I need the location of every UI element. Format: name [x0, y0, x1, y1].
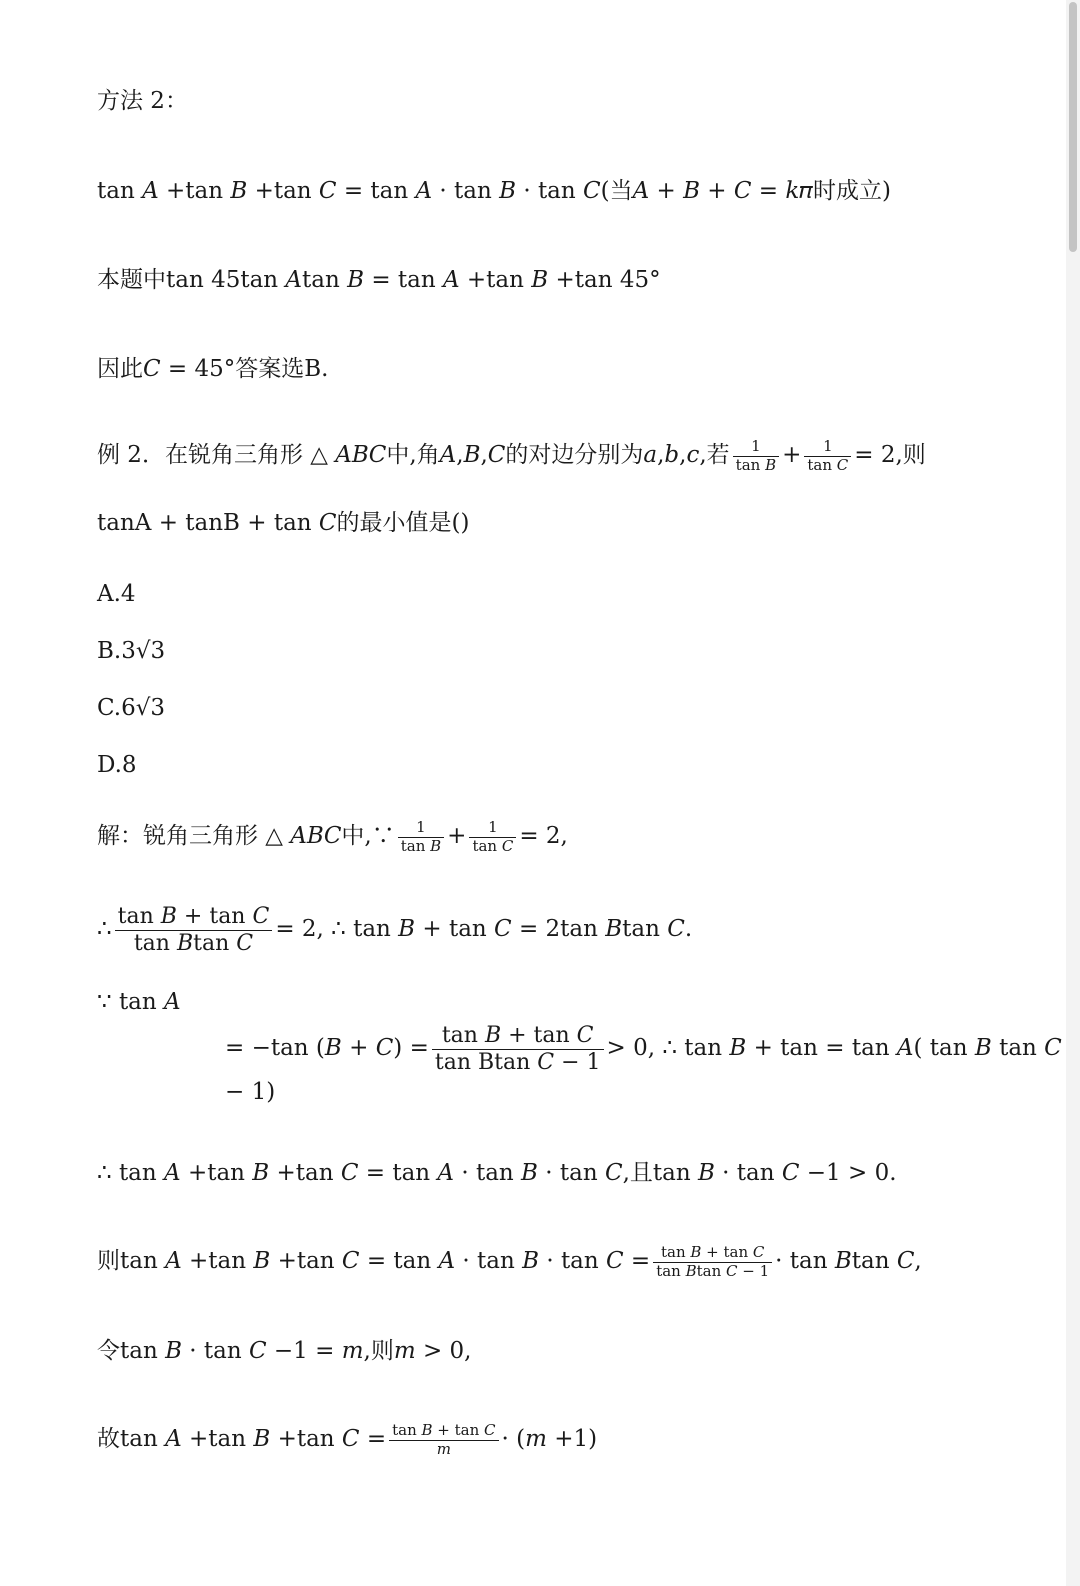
fraction-sum-over-product-minus-1: $\frac{\text{tan 𝐵 + tan 𝐶}}{\text{tan 𝐵tan 𝐶 − 1}}$: [653, 1244, 772, 1280]
vertical-scrollbar[interactable]: [1066, 0, 1080, 1586]
identity-application: 本题中tan 45tan 𝐴tan 𝐵 = tan 𝐴 +tan 𝐵 +tan 45°: [97, 267, 661, 293]
solution-step-3-tail: − 1): [225, 1079, 276, 1105]
solution-step-1: 解：锐角三角形 △ 𝐴𝐵𝐶中,∵ $\frac{1}{\text{tan 𝐵}}$ + $\frac{1}{\text{tan 𝐶}}$ = 2,: [97, 818, 568, 855]
option-c: C.6√3: [97, 695, 166, 721]
example-2-question: tanA + tanB + tan 𝐶的最小值是(): [97, 510, 470, 536]
option-a: A.4: [97, 581, 136, 607]
method-2-heading: 方法 2：: [97, 88, 188, 114]
fraction-tan-sum-formula: $\frac{\text{tan 𝐵 + tan 𝐶}}{\text{tan Btan 𝐶 − 1}}$: [432, 1023, 604, 1075]
fraction-1-over-tanB: $\frac{1}{\text{tan 𝐵}}$: [398, 819, 444, 855]
option-d: D.8: [97, 752, 137, 778]
example-2-statement: 例 2．在锐角三角形 △ 𝐴𝐵𝐶中,角𝐴,𝐵,𝐶的对边分别为𝑎,𝑏,𝑐,若 $\frac{1}{\text{tan 𝐵}}$ + $\frac{1}{\text{tan 𝐶}}$ = 2,则: [97, 437, 926, 474]
fraction-sum-over-m: $\frac{\text{tan 𝐵 + tan 𝐶}}{\text{𝑚}}$: [389, 1422, 498, 1458]
fraction-sum-over-product: $\frac{\text{tan 𝐵 + tan 𝐶}}{\text{tan 𝐵tan 𝐶}}$: [115, 904, 273, 956]
solution-step-3-body: = −tan (𝐵 + 𝐶) = $\frac{\text{tan 𝐵 + tan 𝐶}}{\text{tan Btan 𝐶 − 1}}$ > 0, ∴ tan 𝐵 + tan = tan 𝐴( tan 𝐵 tan 𝐶: [225, 1023, 1062, 1075]
fraction-1-over-tanC: $\frac{1}{\text{tan 𝐶}}$: [469, 819, 516, 855]
solution-step-3-head: ∵ tan 𝐴: [97, 989, 181, 1015]
tan-sum-identity: tan 𝐴 +tan 𝐵 +tan 𝐶 = tan 𝐴 · tan 𝐵 · tan 𝐶(当𝐴 + 𝐵 + 𝐶 = 𝑘𝜋时成立): [97, 178, 891, 204]
fraction-1-over-tanC: $\frac{1}{\text{tan 𝐶}}$: [804, 438, 851, 474]
solution-step-4: ∴ tan 𝐴 +tan 𝐵 +tan 𝐶 = tan 𝐴 · tan 𝐵 · tan 𝐶,且tan 𝐵 · tan 𝐶 −1 > 0.: [97, 1160, 897, 1186]
solution-step-2: ∴ $\frac{\text{tan 𝐵 + tan 𝐶}}{\text{tan 𝐵tan 𝐶}}$ = 2, ∴ tan 𝐵 + tan 𝐶 = 2tan 𝐵tan 𝐶.: [97, 904, 693, 956]
scrollbar-thumb[interactable]: [1069, 2, 1077, 252]
fraction-1-over-tanB: $\frac{1}{\text{tan 𝐵}}$: [733, 438, 779, 474]
example-2-text: 例 2．在锐角三角形 △ 𝐴𝐵𝐶中,角𝐴,𝐵,𝐶的对边分别为𝑎,𝑏,𝑐,若: [97, 442, 730, 468]
solution-step-5: 则tan 𝐴 +tan 𝐵 +tan 𝐶 = tan 𝐴 · tan 𝐵 · tan 𝐶 = $\frac{\text{tan 𝐵 + tan 𝐶}}{\text{tan 𝐵tan 𝐶 − 1}}$ · tan 𝐵tan 𝐶,: [97, 1243, 922, 1280]
solution-step-7: 故tan 𝐴 +tan 𝐵 +tan 𝐶 = $\frac{\text{tan 𝐵 + tan 𝐶}}{\text{𝑚}}$ · (𝑚 +1): [97, 1421, 598, 1458]
solution-step-6: 令tan 𝐵 · tan 𝐶 −1 = 𝑚,则𝑚 > 0,: [97, 1338, 472, 1364]
option-b: B.3√3: [97, 638, 166, 664]
conclusion-line: 因此𝐶 = 45°答案选B.: [97, 356, 329, 382]
